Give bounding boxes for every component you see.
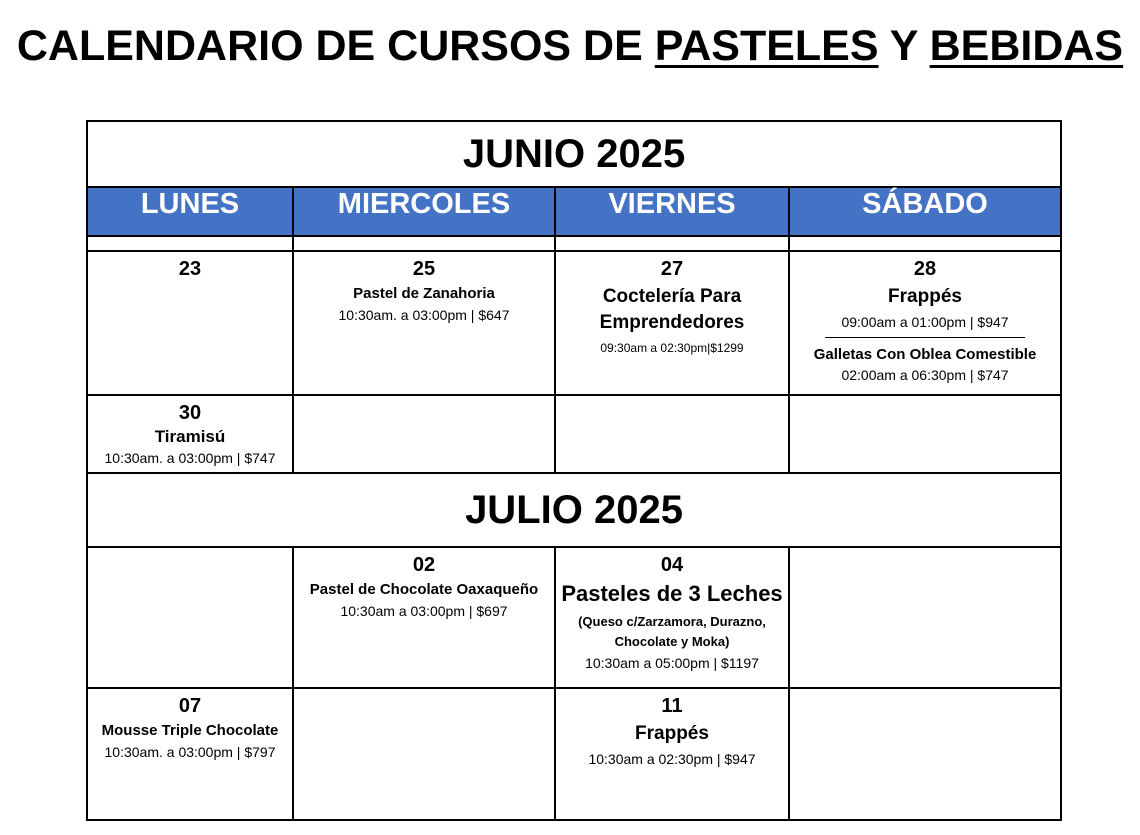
spacer-cell (87, 236, 293, 251)
day-cell-empty (789, 547, 1061, 688)
spacer-cell (789, 236, 1061, 251)
month-label: JULIO 2025 (465, 488, 683, 532)
course-schedule: 10:30am. a 03:00pm | $797 (104, 744, 276, 760)
course-title: Frappés (635, 723, 709, 744)
course-schedule: 09:00am a 01:00pm | $947 (841, 314, 1009, 330)
day-cell-25 (293, 251, 555, 395)
day-number: 25 (412, 258, 436, 280)
day-cell-27 (555, 251, 789, 395)
day-number: 30 (178, 402, 202, 424)
day-cell-empty (555, 395, 789, 473)
course-schedule: 09:30am a 02:30pm|$1299 (600, 341, 744, 355)
day-number: 07 (178, 695, 202, 717)
day-number: 04 (660, 554, 684, 576)
day-cell-empty (293, 395, 555, 473)
day-cell-30 (87, 395, 293, 473)
course-title: Mousse Triple Chocolate (101, 722, 279, 739)
course-title: Pastel de Zanahoria (353, 285, 495, 302)
day-cell-empty (87, 547, 293, 688)
day-header-lunes: LUNES (87, 187, 293, 236)
course-subtitle-line-2: Chocolate y Moka) (614, 634, 730, 649)
week-row (87, 395, 1061, 473)
spacer-cell (293, 236, 555, 251)
calendar-table (86, 120, 1062, 821)
course-title: Pastel de Chocolate Oaxaqueño (309, 581, 539, 598)
day-cell-empty (293, 688, 555, 820)
course-title-2: Galletas Con Oblea Comestible (813, 346, 1037, 363)
spacer-cell (555, 236, 789, 251)
course-schedule: 10:30am a 05:00pm | $1197 (585, 655, 759, 671)
course-subtitle-line-1: (Queso c/Zarzamora, Durazno, (578, 614, 766, 629)
title-word-bebidas: BEBIDAS (929, 22, 1124, 70)
course-schedule: 10:30am. a 03:00pm | $747 (104, 450, 276, 466)
day-cell-07 (87, 688, 293, 820)
title-part-1: CALENDARIO DE CURSOS DE (16, 22, 655, 70)
day-header-viernes: VIERNES (555, 187, 789, 236)
day-header-sabado: SÁBADO (789, 187, 1061, 236)
course-title-line-1: Coctelería Para (602, 286, 742, 307)
spacer-row (87, 236, 1061, 251)
day-cell-04 (555, 547, 789, 688)
day-cell-11 (555, 688, 789, 820)
day-number: 27 (660, 258, 684, 280)
day-cell-02 (293, 547, 555, 688)
course-schedule-2: 02:00am a 06:30pm | $747 (841, 367, 1009, 383)
day-number: 11 (661, 695, 683, 717)
day-number: 02 (412, 554, 436, 576)
page-title (0, 22, 1140, 71)
week-row (87, 688, 1061, 820)
course-schedule: 10:30am a 02:30pm | $947 (588, 751, 756, 767)
day-cell-empty (789, 688, 1061, 820)
course-schedule: 10:30am a 03:00pm | $697 (340, 603, 508, 619)
day-cell-empty (789, 395, 1061, 473)
week-row (87, 251, 1061, 395)
month-header-june (87, 121, 1061, 187)
day-cell-23 (87, 251, 293, 395)
title-word-pasteles: PASTELES (654, 22, 879, 70)
week-row (87, 547, 1061, 688)
course-title: Tiramisú (154, 427, 226, 446)
course-title: Pasteles de 3 Leches (561, 581, 783, 606)
month-label: JUNIO 2025 (462, 132, 686, 176)
course-title: Frappés (888, 286, 962, 307)
day-cell-28 (789, 251, 1061, 395)
day-number: 23 (178, 258, 202, 280)
course-schedule: 10:30am. a 03:00pm | $647 (338, 307, 510, 323)
title-part-2: Y (878, 22, 930, 70)
course-title-line-2: Emprendedores (599, 312, 745, 333)
day-number: 28 (913, 258, 937, 280)
month-header-july (87, 473, 1061, 547)
day-header-miercoles: MIERCOLES (293, 187, 555, 236)
weekday-header-row (87, 187, 1061, 236)
divider-line (825, 337, 1025, 338)
